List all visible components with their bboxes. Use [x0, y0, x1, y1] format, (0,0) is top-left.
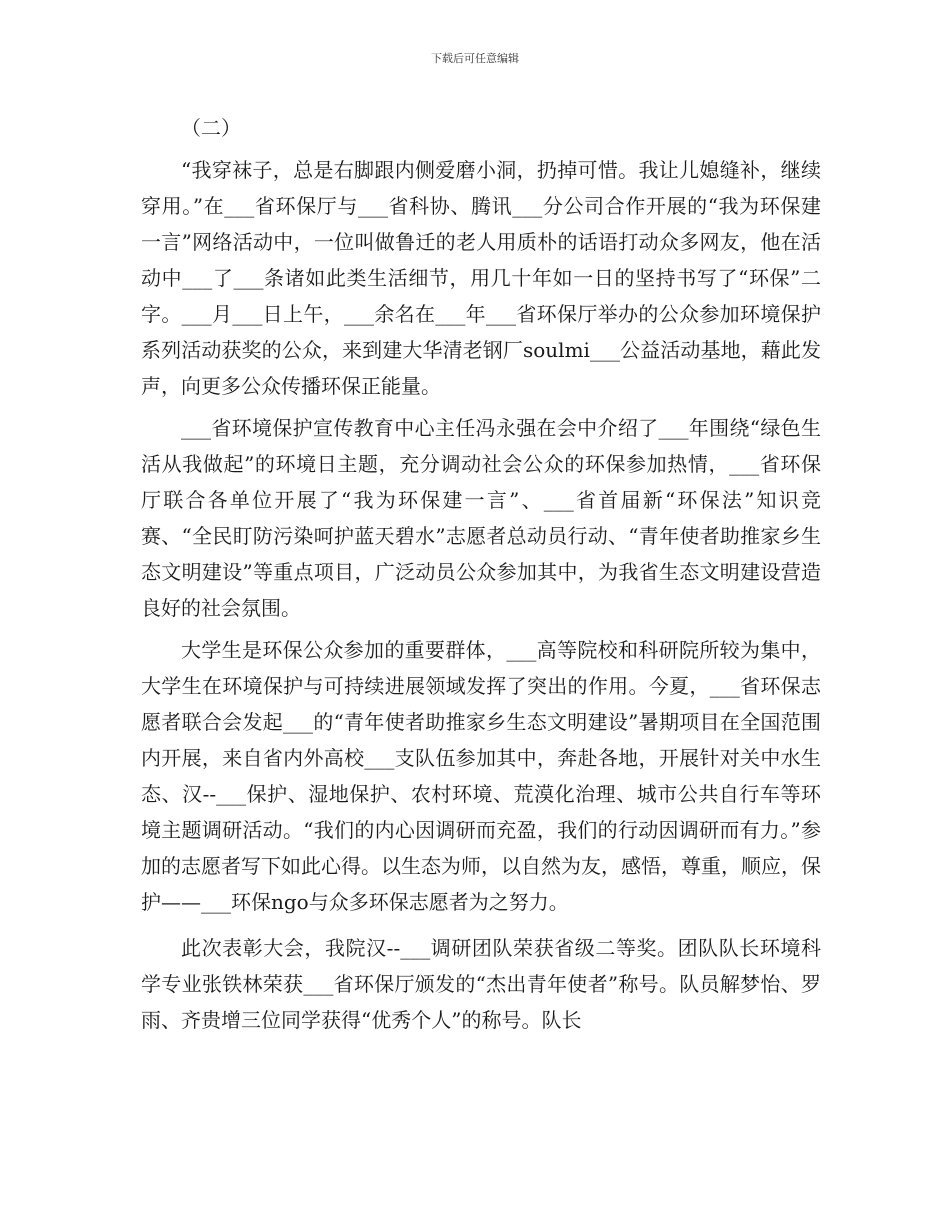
section-heading: （二）	[181, 116, 241, 140]
paragraph-3: 大学生是环保公众参加的重要群体，___高等院校和科研院所较为集中，大学生在环境保护与可持续进展领域发挥了突出的作用。今夏，___省环保志愿者联合会发起___的“青年使者助推家乡生态文明建设”暑期项目在全国范围内开展，来自省内外高校___支队伍参加其中，奔赴各地，开展针对关中水生态、汉--___保护、湿地保护、农村环境、荒漠化治理、城市公共自行车等环境主题调研活动。“我们的内心因调研而充盈，我们的行动因调研而有力。”参加的志愿者写下如此心得。以生态为师，以自然为友，感悟，尊重，顺应，保护——___环保ngo与众多环保志愿者为之努力。	[141, 638, 821, 914]
document-body	[141, 110, 821, 1038]
paragraph-2: ___省环境保护宣传教育中心主任冯永强在会中介绍了___年围绕“绿色生活从我做起”的环境日主题，充分调动社会公众的环保参加热情，___省环保厅联合各单位开展了“我为环保建一言”、___省首届新“环保法”知识竞赛、“全民盯防污染呵护蓝天碧水”志愿者总动员行动、“青年使者助推家乡生态文明建设”等重点项目，广泛动员公众参加其中，为我省生态文明建设营造良好的社会氛围。	[141, 416, 821, 620]
page-header-note: 下载后可任意编辑	[431, 52, 519, 65]
paragraph-1: “我穿袜子，总是右脚跟内侧爱磨小洞，扔掉可惜。我让儿媳缝补，继续穿用。”在___省环保厅与___省科协、腾讯___分公司合作开展的“我为环保建一言”网络活动中，一位叫做鲁迁的老人用质朴的话语打动众多网友，他在活动中___了___条诸如此类生活细节，用几十年如一日的坚持书写了“环保”二字。___月___日上午，___余名在___年___省环保厅举办的公众参加环境保护系列活动获奖的公众，来到建大华清老钢厂soulmi___公益活动基地，藉此发声，向更多公众传播环保正能量。	[141, 158, 821, 398]
paragraph-4: 此次表彰大会，我院汉--___调研团队荣获省级二等奖。团队队长环境科学专业张铁林荣获___省环保厅颁发的“杰出青年使者”称号。队员解梦怡、罗雨、齐贵增三位同学获得“优秀个人”的称号。队长	[141, 936, 821, 1032]
